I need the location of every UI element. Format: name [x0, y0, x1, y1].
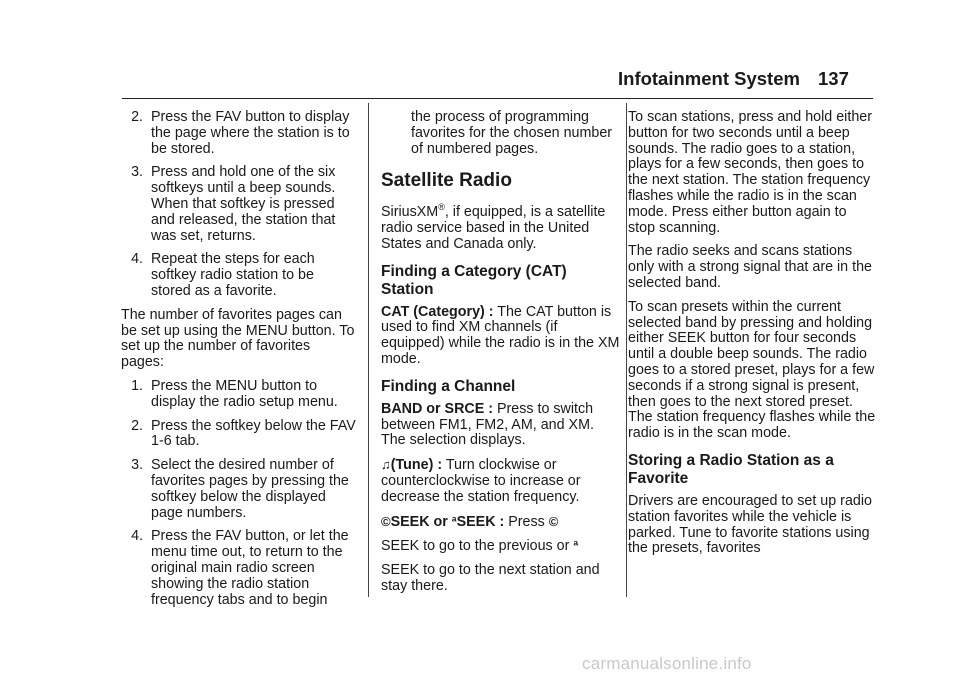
seek-press: Press [504, 513, 549, 530]
column-1 [121, 110, 357, 616]
step-text: Repeat the steps for each softkey radio station to be stored as a favorite. [151, 251, 315, 299]
seek-previous-icon: © [381, 513, 391, 529]
registered-mark: ® [438, 202, 445, 213]
seek-term-a: SEEK or [390, 513, 452, 530]
seek-next-paragraph: SEEK to go to the next station and stay there. [381, 562, 600, 594]
siriusxm-name: SiriusXM [381, 204, 439, 221]
strong-signal-paragraph: The radio seeks and scans stations only with a strong signal that are in the selected band. [628, 243, 872, 291]
siriusxm-paragraph [381, 200, 621, 252]
continuation-text: the process of programming favorites for the chosen number of numbered pages. [411, 109, 613, 157]
band-text: Press to switch between FM1, FM2, AM, and XM. The selection displays. [381, 400, 594, 449]
step-text: Press the FAV button, or let the menu time out, to return to the original main radio screen showing the radio station frequency tabs and to begin [151, 528, 349, 608]
list-item [121, 419, 357, 451]
siriusxm-text: , if equipped, is a satellite radio service based in the United States and Canada only. [381, 204, 606, 252]
scan-presets-paragraph: To scan presets within the current selected band by pressing and holding either SEEK button for four seconds until a double beep sounds. The radio goes to a stored preset, plays for a few seconds if a strong signal is present, then goes to the next stored preset. The station frequency flashes while the radio is in the scan mode. [628, 298, 876, 442]
menu-steps-list [121, 379, 357, 608]
step-number: 3. [131, 164, 143, 181]
find-channel-heading: Finding a Channel [381, 377, 516, 395]
cat-text: The CAT button is used to find XM channels (if equipped) while the radio is in the XM mode. [381, 303, 620, 367]
favorite-steps-list [121, 110, 357, 300]
seek-paragraph [381, 514, 621, 531]
step-text: Press the softkey below the FAV 1-6 tab. [151, 417, 356, 450]
step-text: Press and hold one of the six softkeys until a beep sounds. When that softkey is pressed and released, the station that was set, returns. [151, 164, 336, 244]
seek-previous-icon: © [548, 513, 559, 529]
cat-paragraph [381, 305, 621, 368]
list-item [121, 458, 357, 521]
seek-next-icon: ª [573, 538, 579, 554]
step-text: Select the desired number of favorites pages by pressing the softkey below the displayed page numbers. [151, 457, 349, 521]
seek-next-icon: ª [451, 513, 457, 529]
find-category-heading: Finding a Category (CAT) Station [381, 262, 567, 298]
step-text: Press the FAV button to display the page where the station is to be stored. [151, 109, 350, 157]
column-3 [628, 110, 876, 565]
section-title: Infotainment System [618, 68, 800, 89]
seek-text-1: SEEK to go to the previous or [381, 538, 574, 555]
list-item [121, 529, 357, 608]
list-item [121, 110, 357, 157]
column-2 [381, 110, 621, 603]
step-number: 2. [131, 417, 143, 434]
satellite-radio-heading: Satellite Radio [381, 170, 512, 192]
watermark: carmanualsonline.info [582, 654, 752, 673]
column-divider-2 [626, 103, 627, 597]
band-term: BAND or SRCE : [381, 400, 493, 417]
page-number: 137 [818, 68, 849, 89]
scan-stations-paragraph: To scan stations, press and hold either button for two seconds until a beep sounds. The radio goes to a station, plays for a few seconds, then goes to the next station. The station frequency flashes while the radio is in the scan mode. Press either button again to stop scanning. [628, 109, 872, 236]
tune-text: Turn clockwise or counterclockwise to increase or decrease the station frequency. [381, 457, 581, 505]
seek-term-b: SEEK : [456, 513, 505, 530]
tune-knob-icon: ♫ [381, 457, 391, 473]
band-paragraph [381, 402, 621, 449]
step-number: 4. [131, 528, 143, 545]
column-divider-1 [368, 103, 369, 597]
step-number: 4. [131, 251, 143, 268]
step-number: 3. [131, 457, 143, 474]
step-number: 2. [131, 109, 143, 125]
list-item [121, 379, 357, 411]
cat-term: CAT (Category) : [381, 303, 494, 320]
storing-favorite-heading: Storing a Radio Station as a Favorite [628, 451, 834, 487]
step-number: 1. [131, 377, 143, 394]
drivers-paragraph: Drivers are encouraged to set up radio station favorites while the vehicle is parked. Tune to favorite stations using the presets, favorites [628, 492, 872, 557]
step-text: Press the MENU button to display the radio setup menu. [151, 377, 338, 410]
list-item [121, 252, 357, 299]
header-divider [122, 98, 873, 99]
tune-paragraph [381, 457, 621, 505]
seek-previous-paragraph [381, 538, 621, 555]
list-item [121, 165, 357, 244]
tune-term: (Tune) : [390, 457, 443, 474]
favorites-pages-paragraph: The number of favorites pages can be set up using the MENU button. To set up the number of favorites pages: [121, 306, 355, 371]
